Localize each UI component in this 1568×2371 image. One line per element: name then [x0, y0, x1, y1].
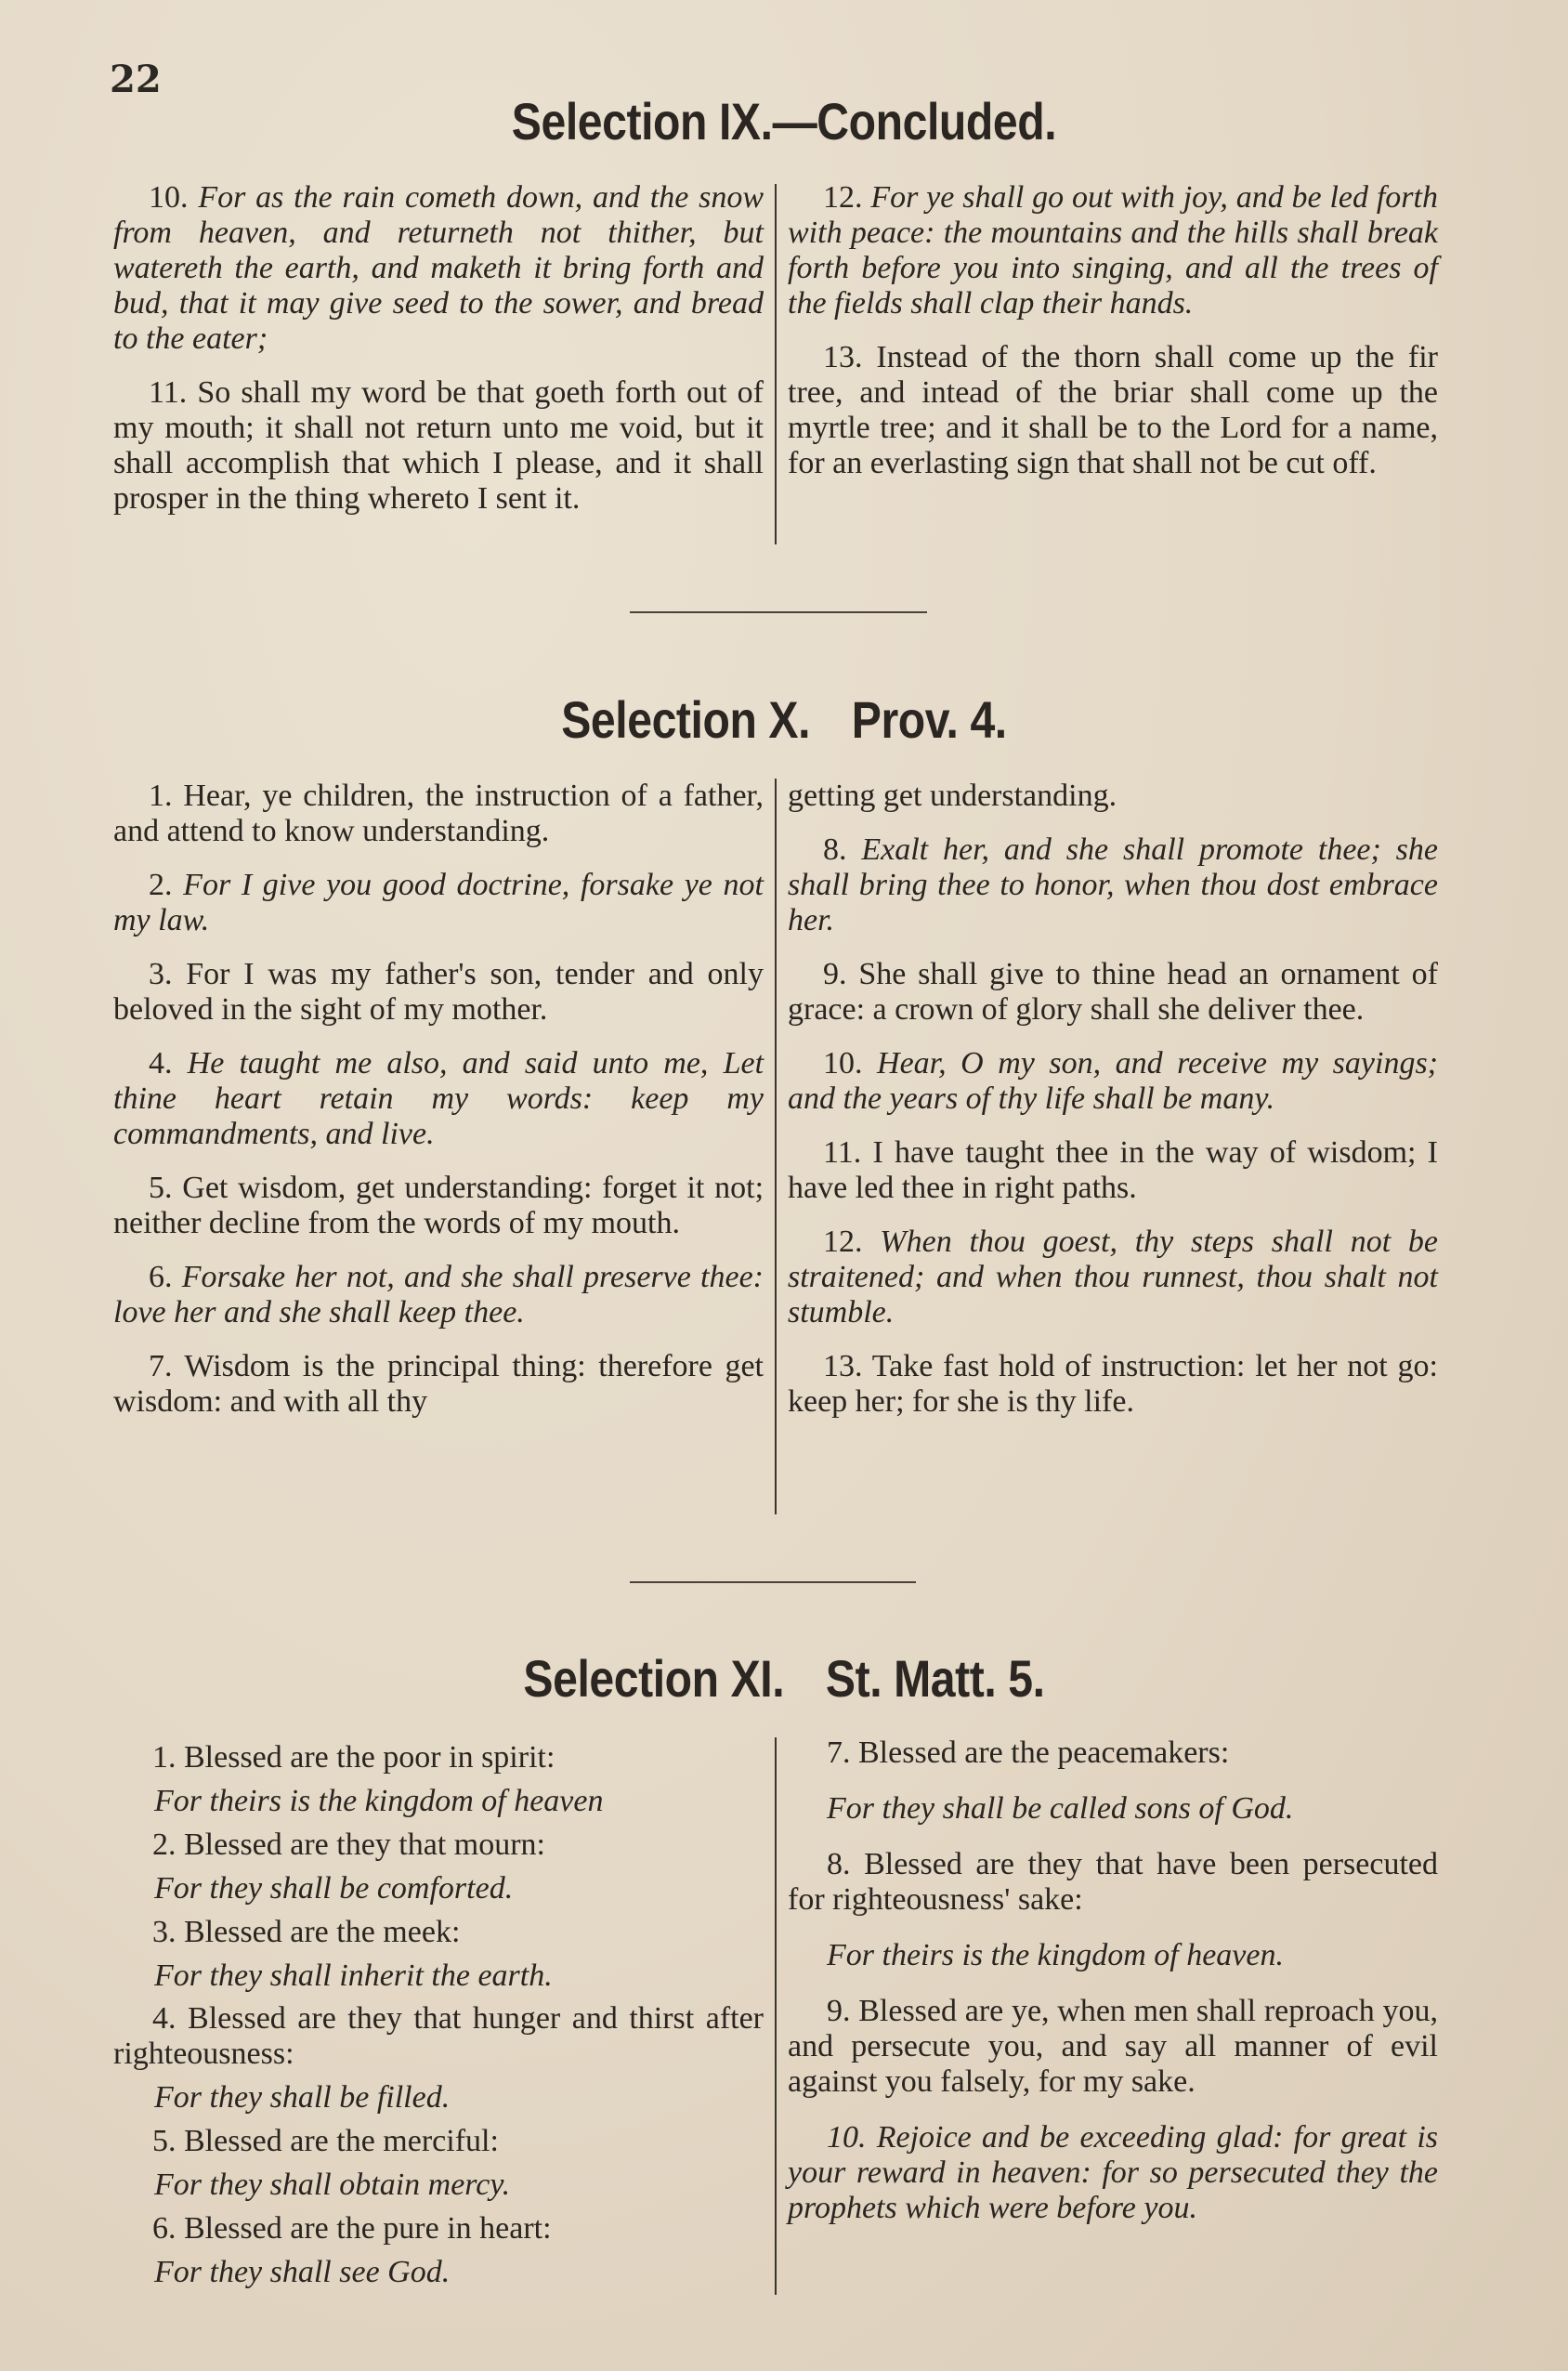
beatitude-line: 2. Blessed are they that mourn:	[152, 1827, 546, 1862]
verse: 10. For as the rain cometh down, and the snow from heaven, and returneth not thither, but watereth the earth, and maketh it bring forth and bud, that it may give seed to the sower, and bread to the eater;	[113, 180, 764, 356]
selection-xi-reference: St. Matt. 5.	[825, 1649, 1045, 1708]
beatitude-line: 6. Blessed are the pure in heart:	[152, 2211, 552, 2246]
beatitude-response: For they shall be called sons of God.	[827, 1791, 1294, 1826]
beatitude-line: 5. Blessed are the merciful:	[152, 2124, 499, 2158]
selection-ix-right-column	[788, 180, 1438, 500]
beatitude-line: 1. Blessed are the poor in spirit:	[152, 1740, 555, 1775]
verse: 5. Get wisdom, get understanding: forget it not; neither decline from the words of my mouth.	[113, 1171, 764, 1240]
selection-x-title: Selection X.	[561, 690, 811, 749]
beatitude-line: 3. Blessed are the meek:	[152, 1915, 461, 1949]
verse: 6. Forsake her not, and she shall preserve thee: love her and she shall keep thee.	[113, 1260, 764, 1330]
beatitude-response: For they shall obtain mercy.	[154, 2168, 511, 2202]
verse: 13. Take fast hold of instruction: let her not go: keep her; for she is thy life.	[788, 1349, 1439, 1419]
beatitude-response: For they shall inherit the earth.	[154, 1958, 553, 1993]
verse: 4. He taught me also, and said unto me, Let thine heart retain my words: keep my commandments, and live.	[113, 1046, 764, 1151]
beatitude-line: 7. Blessed are the peacemakers:	[827, 1736, 1230, 1770]
verse: 12. For ye shall go out with joy, and be led forth with peace: the mountains and the hills shall break forth before you into singing, and all the trees of the fields shall clap their hands.	[788, 180, 1438, 321]
verse: 12. When thou goest, thy steps shall not be straitened; and when thou runnest, thou shalt not stumble.	[788, 1225, 1439, 1330]
verse: 13. Instead of the thorn shall come up the fir tree, and intead of the briar shall come up the myrtle tree; and it shall be to the Lord for a name, for an everlasting sign that shall not be cut off.	[788, 340, 1439, 480]
verse: 7. Wisdom is the principal thing: therefore get wisdom: and with all thy	[113, 1349, 764, 1419]
verse-continuation: getting get understanding.	[788, 779, 1117, 813]
selection-x-reference: Prov. 4.	[851, 690, 1007, 749]
beatitude-line: 4. Blessed are they that hunger and thirst after righteousness:	[113, 2001, 764, 2071]
verse: 1. Hear, ye children, the instruction of a father, and attend to know understanding.	[113, 779, 764, 848]
beatitude-response: For theirs is the kingdom of heaven	[154, 1784, 604, 1818]
beatitude-response: For theirs is the kingdom of heaven.	[827, 1938, 1284, 1972]
beatitude-line: 10. Rejoice and be exceeding glad: for great is your reward in heaven: for so persecuted they the prophets which were before you.	[788, 2120, 1439, 2225]
column-divider	[775, 1737, 777, 2295]
column-divider	[775, 779, 777, 1514]
page-number: 22	[110, 58, 162, 101]
section-rule	[630, 1581, 916, 1583]
beatitude-response: For they shall be filled.	[154, 2080, 451, 2115]
beatitude-line: 8. Blessed are they that have been persecuted for righteousness' sake:	[788, 1847, 1438, 1917]
selection-ix-heading: Selection IX.—Concluded.	[511, 92, 1057, 151]
selection-ix-left-column	[113, 180, 764, 535]
column-divider	[775, 184, 777, 544]
selection-x-left-column	[113, 779, 764, 1438]
beatitude-response: For they shall see God.	[154, 2255, 451, 2289]
selection-xi-title: Selection XI.	[523, 1649, 785, 1708]
verse: 9. She shall give to thine head an ornament of grace: a crown of glory shall she deliver thee.	[788, 957, 1438, 1027]
beatitude-response: For they shall be comforted.	[154, 1871, 514, 1906]
selection-xi-right-column	[788, 1736, 1438, 2247]
verse: 10. Hear, O my son, and receive my sayings; and the years of thy life shall be many.	[788, 1046, 1438, 1116]
selection-x-heading	[110, 689, 1458, 750]
section-rule	[630, 611, 927, 613]
verse: 3. For I was my father's son, tender and only beloved in the sight of my mother.	[113, 957, 764, 1027]
verse: 11. So shall my word be that goeth forth out of my mouth; it shall not return unto me void, but it shall accomplish that which I please, and it shall prosper in the thing whereto I sent it.	[113, 375, 764, 516]
selection-xi-heading	[110, 1648, 1458, 1709]
selection-x-right-column	[788, 779, 1438, 1438]
verse: 8. Exalt her, and she shall promote thee; she shall bring thee to honor, when thou dost embrace her.	[788, 832, 1439, 937]
verse: 11. I have taught thee in the way of wisdom; I have led thee in right paths.	[788, 1135, 1439, 1205]
beatitude-line: 9. Blessed are ye, when men shall reproach you, and persecute you, and say all manner of evil against you falsely, for my sake.	[788, 1994, 1438, 2099]
verse: 2. For I give you good doctrine, forsake ye not my law.	[113, 868, 764, 937]
selection-xi-left-column	[113, 1736, 764, 2294]
